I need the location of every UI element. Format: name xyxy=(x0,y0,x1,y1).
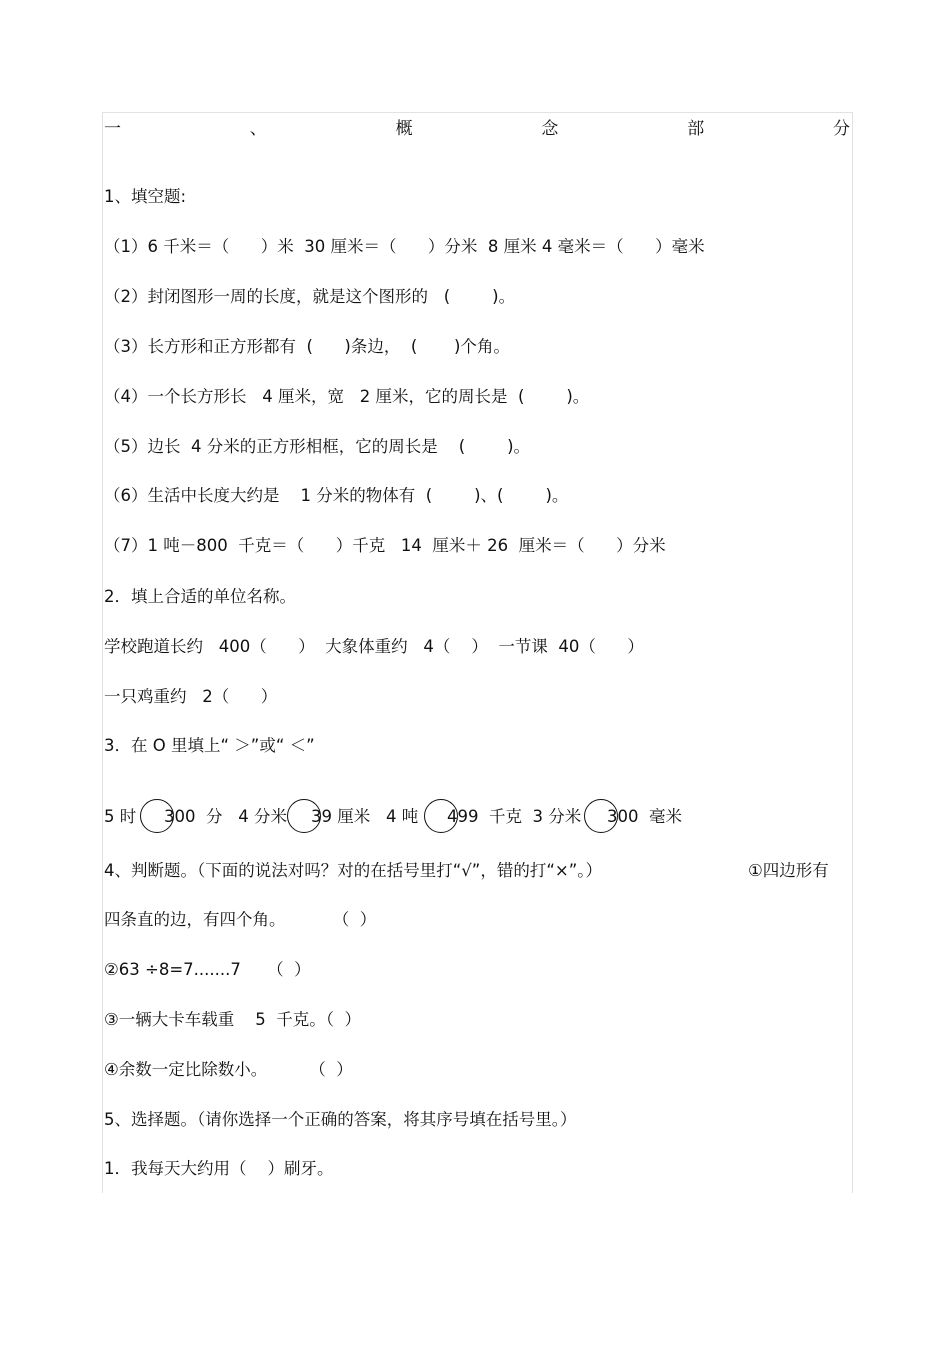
q3-heading: 3．在 O 里填上“ ＞”或“ ＜” xyxy=(104,736,315,755)
section-title xyxy=(104,118,850,140)
q4-item-2: ②63 ÷8=7.......7 （ ） xyxy=(104,960,311,979)
q3-segment: 300 毫米 xyxy=(607,807,682,826)
q5-heading: 5、选择题。（请你选择一个正确的答案，将其序号填在括号里。） xyxy=(104,1110,577,1129)
q2-line-1: 学校跑道长约 400（ ） 大象体重约 4（ ） 一节课 40（ ） xyxy=(104,637,644,656)
q4-heading: 4、判断题。（下面的说法对吗？对的在括号里打“√”，错的打“×”。） xyxy=(104,861,603,880)
q1-item-4: （4）一个长方形长 4 厘米，宽 2 厘米，它的周长是 ( )。 xyxy=(104,387,590,406)
title-char: 念 xyxy=(541,119,559,139)
q3-segment: 5 时 xyxy=(104,807,137,826)
title-char: 部 xyxy=(687,119,705,139)
q1-item-6: （6）生活中长度大约是 1 分米的物体有 ( )、( )。 xyxy=(104,486,569,505)
title-char: 一 xyxy=(104,119,121,139)
q3-segment: 39 厘米 4 吨 xyxy=(311,807,419,826)
title-char: 、 xyxy=(249,119,267,139)
q1-item-1: （1）6 千米＝（ ）米 30 厘米＝（ ）分米 8 厘米 4 毫米＝（ ）毫米 xyxy=(104,237,705,256)
q2-line-2: 一只鸡重约 2（ ） xyxy=(104,687,278,706)
q1-item-5: （5）边长 4 分米的正方形相框，它的周长是 ( )。 xyxy=(104,437,531,456)
q4-heading-tail: ①四边形有 xyxy=(748,861,829,880)
q1-item-2: （2）封闭图形一周的长度，就是这个图形的 ( )。 xyxy=(104,287,516,306)
q4-item-3: ③一辆大卡车载重 5 千克。（ ） xyxy=(104,1010,361,1029)
title-char: 概 xyxy=(395,119,413,139)
q3-segment: 499 千克 3 分米 xyxy=(447,807,582,826)
q4-line-2: 四条直的边，有四个角。 （ ） xyxy=(104,910,377,929)
q1-item-3: （3）长方形和正方形都有 ( )条边， ( )个角。 xyxy=(104,337,510,356)
q1-heading: 1、填空题: xyxy=(104,187,187,206)
q5-item-1: 1．我每天大约用（ ）刷牙。 xyxy=(104,1159,334,1178)
q2-heading: 2．填上合适的单位名称。 xyxy=(104,587,296,606)
q1-item-7: （7）1 吨－800 千克＝（ ）千克 14 厘米＋ 26 厘米＝（ ）分米 xyxy=(104,536,666,555)
title-char: 分 xyxy=(832,119,850,139)
q4-item-4: ④余数一定比除数小。 （ ） xyxy=(104,1060,353,1079)
q3-segment: 300 分 4 分米 xyxy=(164,807,287,826)
